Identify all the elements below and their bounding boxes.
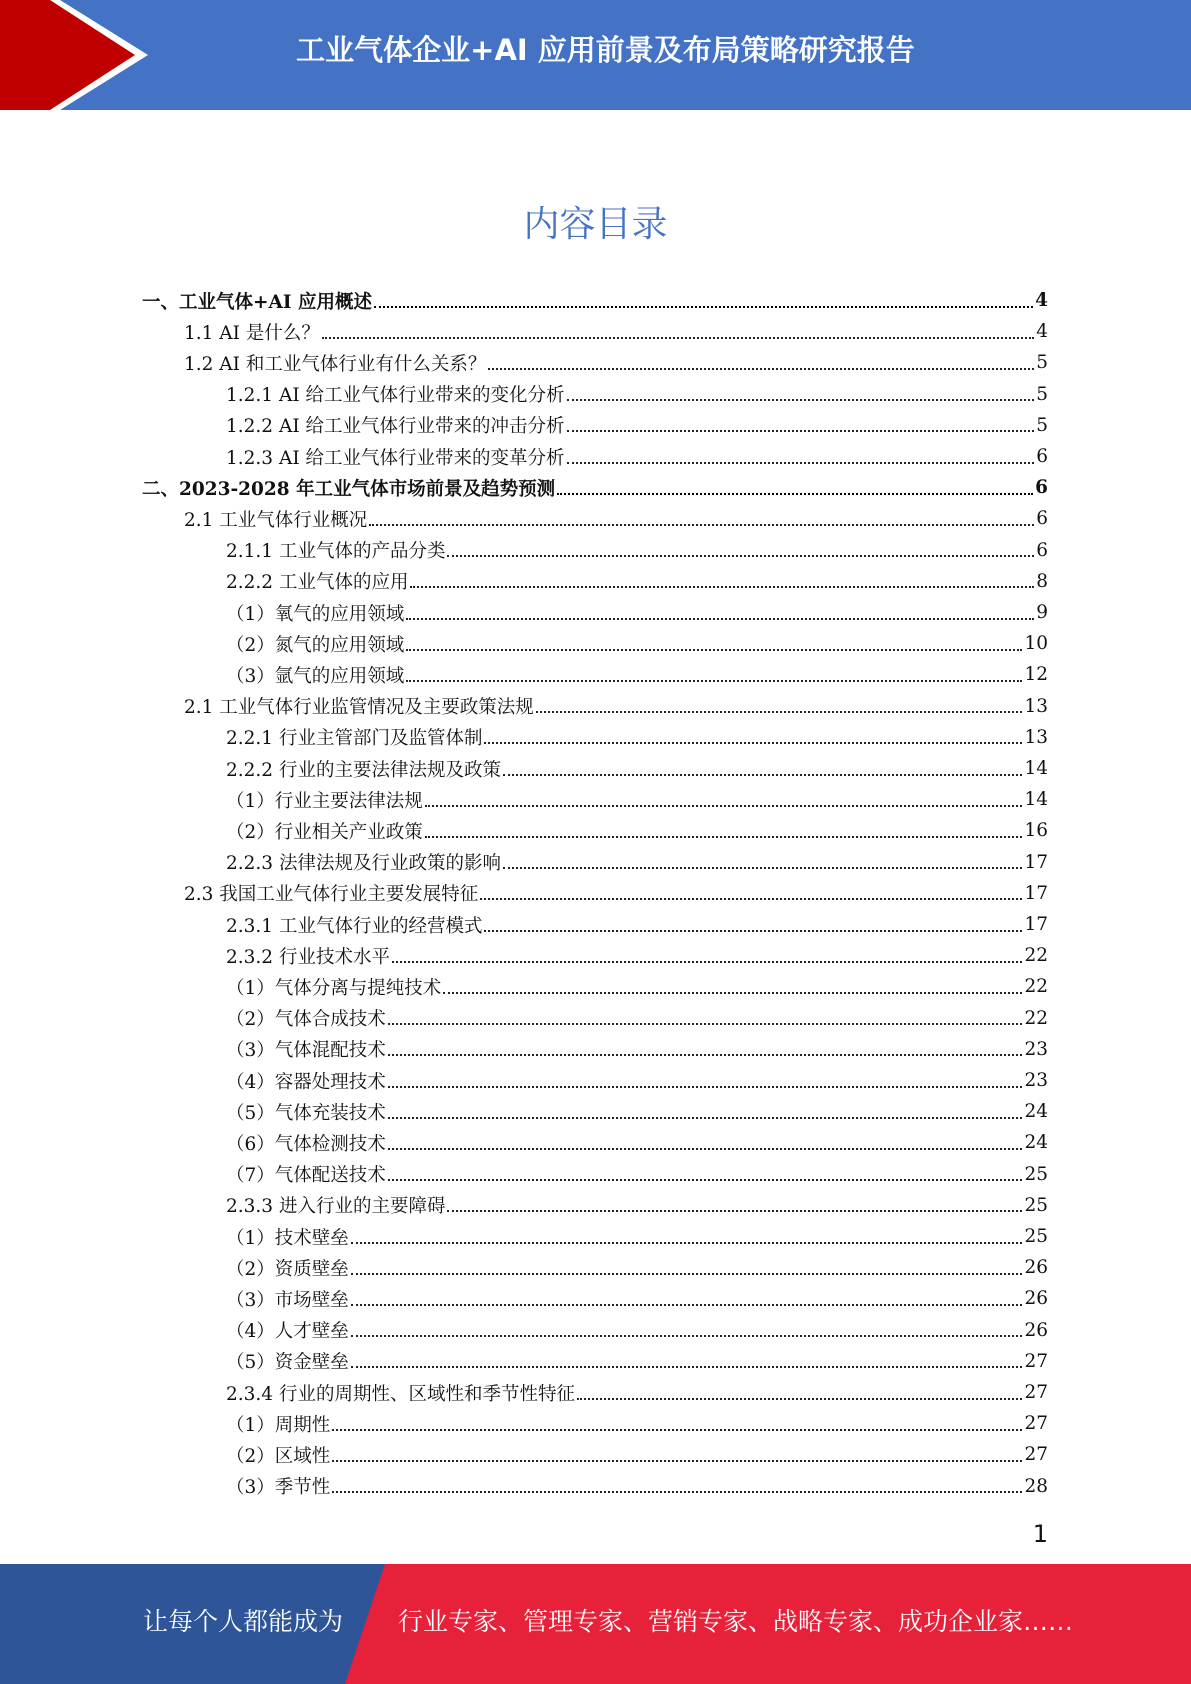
toc-entry-page: 26 bbox=[1024, 1257, 1048, 1279]
toc-entry-label: 2.2.2 行业的主要法律法规及政策 bbox=[226, 759, 501, 781]
toc-entry-page: 28 bbox=[1024, 1475, 1048, 1497]
toc-entry-page: 4 bbox=[1035, 290, 1048, 311]
toc-leader-dots bbox=[536, 711, 1023, 713]
toc-leader-dots bbox=[388, 1117, 1023, 1119]
toc-leader-dots bbox=[351, 1366, 1023, 1368]
toc-leader-dots bbox=[425, 805, 1023, 807]
toc-entry-page: 27 bbox=[1024, 1413, 1048, 1435]
toc-entry[interactable] bbox=[226, 535, 1048, 566]
page-footer-band bbox=[0, 1564, 1191, 1684]
toc-entry-label: （3）气体混配技术 bbox=[226, 1040, 386, 1062]
toc-entry-page: 5 bbox=[1036, 414, 1048, 436]
toc-leader-dots bbox=[503, 867, 1022, 869]
toc-entry[interactable] bbox=[226, 940, 1048, 971]
toc-entry-page: 23 bbox=[1024, 1038, 1048, 1060]
toc-entry-page: 27 bbox=[1024, 1382, 1048, 1403]
toc-entry[interactable] bbox=[226, 1159, 1048, 1190]
toc-leader-dots bbox=[388, 1086, 1023, 1088]
toc-entry-page: 22 bbox=[1024, 945, 1048, 967]
toc-entry[interactable] bbox=[226, 566, 1048, 597]
toc-entry-label: （1）氧气的应用领域 bbox=[226, 603, 405, 625]
toc-leader-dots bbox=[410, 586, 1034, 588]
toc-entry-page: 27 bbox=[1024, 1444, 1048, 1466]
toc-entry-page: 6 bbox=[1036, 508, 1048, 530]
toc-entry-page: 17 bbox=[1024, 914, 1048, 935]
toc-entry-label: 1.2.1 AI 给工业气体行业带来的变化分析 bbox=[226, 385, 565, 407]
toc-entry-label: （2）行业相关产业政策 bbox=[226, 821, 423, 843]
toc-entry-page: 22 bbox=[1024, 1007, 1048, 1029]
toc-entry-page: 17 bbox=[1024, 882, 1048, 904]
toc-leader-dots bbox=[392, 961, 1022, 963]
toc-leader-dots bbox=[447, 1210, 1022, 1212]
toc-leader-dots bbox=[577, 1398, 1022, 1400]
toc-entry[interactable] bbox=[226, 971, 1048, 1002]
toc-entry[interactable] bbox=[184, 878, 1048, 909]
toc-entry-label: （7）气体配送技术 bbox=[226, 1165, 386, 1187]
toc-leader-dots bbox=[406, 649, 1022, 651]
toc-entry-page: 17 bbox=[1024, 851, 1048, 873]
toc-entry-page: 24 bbox=[1024, 1132, 1048, 1154]
toc-entry-label: 2.3.1 工业气体行业的经营模式 bbox=[226, 915, 483, 937]
toc-entry-page: 25 bbox=[1024, 1194, 1048, 1216]
toc-entry[interactable] bbox=[184, 503, 1048, 534]
toc-entry[interactable] bbox=[226, 1221, 1048, 1252]
toc-entry[interactable] bbox=[226, 1096, 1048, 1127]
toc-entry[interactable] bbox=[226, 1439, 1048, 1470]
toc-leader-dots bbox=[374, 306, 1033, 308]
toc-entry[interactable] bbox=[226, 1408, 1048, 1439]
toc-leader-dots bbox=[369, 524, 1034, 526]
toc-entry[interactable] bbox=[226, 1003, 1048, 1034]
toc-entry-label: （2）区域性 bbox=[226, 1445, 331, 1467]
toc-entry-page: 13 bbox=[1024, 695, 1048, 717]
toc-entry[interactable] bbox=[226, 628, 1048, 659]
toc-leader-dots bbox=[567, 430, 1035, 432]
toc-entry-page: 26 bbox=[1024, 1288, 1048, 1310]
toc-entry-page: 9 bbox=[1036, 602, 1048, 623]
toc-leader-dots bbox=[332, 1491, 1022, 1493]
toc-entry-page: 4 bbox=[1036, 321, 1048, 343]
toc-entry-page: 24 bbox=[1024, 1101, 1048, 1123]
toc-entry-label: （3）季节性 bbox=[226, 1477, 331, 1499]
toc-entry-page: 12 bbox=[1024, 664, 1048, 686]
toc-leader-dots bbox=[406, 618, 1034, 620]
toc-entry-page: 8 bbox=[1036, 570, 1048, 592]
toc-entry-page: 25 bbox=[1024, 1226, 1048, 1247]
toc-entry-label: （4）容器处理技术 bbox=[226, 1071, 386, 1093]
toc-leader-dots bbox=[503, 774, 1022, 776]
toc-entry-label: （6）气体检测技术 bbox=[226, 1133, 386, 1155]
toc-entry-page: 16 bbox=[1024, 820, 1048, 842]
toc-entry-label: 2.2.3 法律法规及行业政策的影响 bbox=[226, 853, 501, 875]
toc-entry-label: 2.3 我国工业气体行业主要发展特征 bbox=[184, 884, 479, 906]
toc-leader-dots bbox=[480, 898, 1022, 900]
toc-entry-label: 二、2023-2028 年工业气体市场前景及趋势预测 bbox=[142, 478, 556, 500]
toc-entry-page: 6 bbox=[1035, 477, 1048, 499]
toc-entry[interactable] bbox=[226, 597, 1048, 628]
toc-entry[interactable] bbox=[226, 1315, 1048, 1346]
toc-entry[interactable] bbox=[226, 1034, 1048, 1065]
toc-entry[interactable] bbox=[142, 285, 1048, 316]
toc-entry-label: 2.1 工业气体行业概况 bbox=[184, 509, 368, 531]
toc-entry[interactable] bbox=[226, 784, 1048, 815]
toc-entry[interactable] bbox=[226, 441, 1048, 472]
toc-entry-label: 2.1.1 工业气体的产品分类 bbox=[226, 541, 446, 563]
toc-leader-dots bbox=[332, 1460, 1022, 1462]
toc-entry-page: 14 bbox=[1024, 789, 1048, 811]
toc-entry-page: 5 bbox=[1036, 352, 1048, 374]
toc-leader-dots bbox=[425, 836, 1023, 838]
toc-entry-label: （2）氮气的应用领域 bbox=[226, 634, 405, 656]
toc-leader-dots bbox=[332, 1429, 1022, 1431]
toc-entry-label: 2.1 工业气体行业监管情况及主要政策法规 bbox=[184, 697, 534, 719]
toc-entry-label: 2.3.3 进入行业的主要障碍 bbox=[226, 1196, 446, 1218]
toc-entry-label: （1）周期性 bbox=[226, 1414, 331, 1436]
toc-entry[interactable] bbox=[142, 472, 1048, 503]
toc-leader-dots bbox=[406, 680, 1022, 682]
toc-entry[interactable] bbox=[184, 691, 1048, 722]
toc-entry-page: 10 bbox=[1024, 633, 1048, 655]
page-number: 1 bbox=[1032, 1520, 1048, 1548]
toc-leader-dots bbox=[484, 930, 1022, 932]
toc-leader-dots bbox=[351, 1242, 1023, 1244]
toc-entry-label: 1.2.2 AI 给工业气体行业带来的冲击分析 bbox=[226, 416, 565, 438]
page-header-band bbox=[0, 0, 1191, 110]
toc-entry[interactable] bbox=[226, 722, 1048, 753]
toc-leader-dots bbox=[488, 368, 1034, 370]
toc-entry[interactable] bbox=[226, 815, 1048, 846]
toc-entry[interactable] bbox=[226, 847, 1048, 878]
toc-entry-label: （1）技术壁垒 bbox=[226, 1227, 349, 1249]
toc-leader-dots bbox=[567, 462, 1035, 464]
toc-entry[interactable] bbox=[226, 410, 1048, 441]
toc-entry-label: 1.2 AI 和工业气体行业有什么关系？ bbox=[184, 353, 487, 375]
toc-entry[interactable] bbox=[226, 1283, 1048, 1314]
toc-entry-label: 2.3.4 行业的周期性、区域性和季节性特征 bbox=[226, 1383, 575, 1405]
toc-entry[interactable] bbox=[226, 659, 1048, 690]
toc-entry[interactable] bbox=[226, 1190, 1048, 1221]
toc-entry-page: 13 bbox=[1024, 726, 1048, 748]
toc-entry-page: 6 bbox=[1036, 446, 1048, 467]
toc-entry[interactable] bbox=[184, 316, 1048, 347]
toc-entry[interactable] bbox=[226, 379, 1048, 410]
toc-entry[interactable] bbox=[226, 1471, 1048, 1502]
toc-entry[interactable] bbox=[226, 1127, 1048, 1158]
toc-entry-page: 6 bbox=[1036, 539, 1048, 561]
toc-entry[interactable] bbox=[226, 1377, 1048, 1408]
toc-leader-dots bbox=[388, 1054, 1023, 1056]
footer-slogan-right: 行业专家、管理专家、营销专家、战略专家、成功企业家…… bbox=[398, 1607, 1074, 1636]
toc-entry-page: 5 bbox=[1036, 383, 1048, 405]
toc-entry-page: 14 bbox=[1024, 758, 1048, 779]
toc-leader-dots bbox=[447, 555, 1034, 557]
toc-leader-dots bbox=[443, 992, 1022, 994]
toc-entry-label: （3）市场壁垒 bbox=[226, 1289, 349, 1311]
toc-entry[interactable] bbox=[226, 1346, 1048, 1377]
toc-heading: 内容目录 bbox=[523, 204, 668, 245]
toc-entry-label: 2.3.2 行业技术水平 bbox=[226, 946, 390, 968]
toc-entry[interactable] bbox=[226, 753, 1048, 784]
toc-entry-page: 27 bbox=[1024, 1350, 1048, 1372]
toc-entry[interactable] bbox=[226, 909, 1048, 940]
toc-entry[interactable] bbox=[184, 347, 1048, 378]
toc-entry-label: （2）气体合成技术 bbox=[226, 1009, 386, 1031]
toc-entry-page: 25 bbox=[1024, 1163, 1048, 1185]
toc-leader-dots bbox=[388, 1148, 1023, 1150]
toc-entry-page: 23 bbox=[1024, 1070, 1048, 1091]
toc-leader-dots bbox=[388, 1179, 1023, 1181]
toc-entry-page: 26 bbox=[1024, 1319, 1048, 1341]
toc-entry-label: （4）人才壁垒 bbox=[226, 1321, 349, 1343]
toc-leader-dots bbox=[322, 337, 1034, 339]
toc-entry-label: 2.2.1 行业主管部门及监管体制 bbox=[226, 728, 483, 750]
toc-entry[interactable] bbox=[226, 1065, 1048, 1096]
report-title: 工业气体企业+AI 应用前景及布局策略研究报告 bbox=[296, 33, 915, 67]
toc-entry-label: （2）资质壁垒 bbox=[226, 1258, 349, 1280]
toc-leader-dots bbox=[351, 1273, 1023, 1275]
toc-entry-label: （1）行业主要法律法规 bbox=[226, 790, 423, 812]
toc-entry-label: 1.2.3 AI 给工业气体行业带来的变革分析 bbox=[226, 447, 565, 469]
toc-entry-label: 2.2.2 工业气体的应用 bbox=[226, 572, 409, 594]
toc-entry-label: （1）气体分离与提纯技术 bbox=[226, 977, 442, 999]
toc-leader-dots bbox=[557, 493, 1033, 495]
toc-entry[interactable] bbox=[226, 1252, 1048, 1283]
toc-entry-label: （3）氩气的应用领域 bbox=[226, 665, 405, 687]
toc-leader-dots bbox=[351, 1304, 1023, 1306]
toc-entry-label: 一、工业气体+AI 应用概述 bbox=[142, 291, 372, 313]
toc-leader-dots bbox=[484, 742, 1022, 744]
toc-entry-label: 1.1 AI 是什么？ bbox=[184, 322, 320, 344]
toc-entry-label: （5）气体充装技术 bbox=[226, 1102, 386, 1124]
toc-entry-label: （5）资金壁垒 bbox=[226, 1352, 349, 1374]
toc-leader-dots bbox=[567, 399, 1035, 401]
toc-entry-page: 22 bbox=[1024, 976, 1048, 998]
toc-leader-dots bbox=[388, 1023, 1023, 1025]
toc-leader-dots bbox=[351, 1335, 1023, 1337]
footer-slogan-left: 让每个人都能成为 bbox=[143, 1607, 344, 1636]
